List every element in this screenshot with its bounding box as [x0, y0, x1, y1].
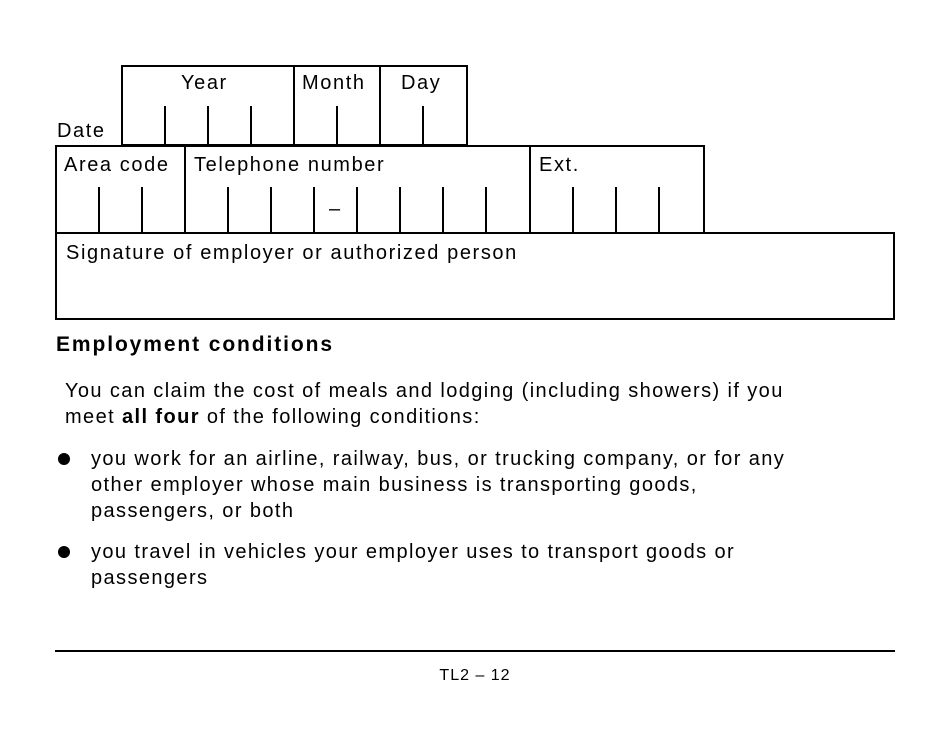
telephone-dash-separator: –	[329, 198, 342, 220]
telephone-digit-4[interactable]	[358, 187, 399, 232]
ext-digit-2[interactable]	[574, 187, 615, 232]
condition-1-line-3: passengers, or both	[91, 500, 295, 522]
bullet-icon	[58, 546, 70, 558]
condition-2-line-2: passengers	[91, 567, 209, 589]
month-digit-2[interactable]	[338, 106, 379, 144]
month-digit-1[interactable]	[295, 106, 336, 144]
telephone-digit-6[interactable]	[444, 187, 485, 232]
year-digit-1[interactable]	[123, 106, 164, 144]
intro-line-2-suffix: of the following conditions:	[199, 406, 481, 428]
intro-line-2-prefix: meet	[65, 406, 123, 428]
date-label: Date	[57, 120, 106, 142]
signature-label: Signature of employer or authorized person	[66, 242, 518, 264]
condition-1-line-1: you work for an airline, railway, bus, or trucking company, or for any	[91, 448, 786, 470]
intro-line-2	[65, 404, 481, 430]
day-label: Day	[401, 72, 442, 94]
month-label: Month	[302, 72, 366, 94]
area-code-digit-1[interactable]	[57, 187, 98, 232]
telephone-digit-3[interactable]	[272, 187, 313, 232]
telephone-digit-2[interactable]	[229, 187, 270, 232]
telephone-digit-1[interactable]	[186, 187, 227, 232]
ext-digit-3[interactable]	[617, 187, 658, 232]
ext-digit-4[interactable]	[660, 187, 703, 232]
condition-1-line-2: other employer whose main business is transporting goods,	[91, 474, 698, 496]
intro-line-1: You can claim the cost of meals and lodging (including showers) if you	[65, 380, 784, 402]
ext-label: Ext.	[539, 154, 580, 176]
intro-line-2-bold: all four	[122, 406, 200, 428]
telephone-number-label: Telephone number	[194, 154, 386, 176]
area-code-digit-2[interactable]	[100, 187, 141, 232]
footer-rule	[55, 650, 895, 652]
telephone-digit-7[interactable]	[487, 187, 529, 232]
day-digit-2[interactable]	[424, 106, 466, 144]
telephone-digit-5[interactable]	[401, 187, 442, 232]
employment-conditions-heading: Employment conditions	[56, 333, 334, 356]
year-digit-2[interactable]	[166, 106, 207, 144]
year-digit-3[interactable]	[209, 106, 250, 144]
signature-field[interactable]	[55, 232, 895, 320]
condition-2-line-1: you travel in vehicles your employer uses to transport goods or	[91, 541, 736, 563]
area-code-digit-3[interactable]	[143, 187, 184, 232]
day-digit-1[interactable]	[381, 106, 422, 144]
bullet-icon	[58, 453, 70, 465]
area-code-label: Area code	[64, 154, 170, 176]
telephone-separator-cell	[315, 187, 356, 232]
page-number: TL2 – 12	[439, 667, 511, 684]
year-label: Year	[181, 72, 228, 94]
year-digit-4[interactable]	[252, 106, 293, 144]
ext-digit-1[interactable]	[531, 187, 572, 232]
